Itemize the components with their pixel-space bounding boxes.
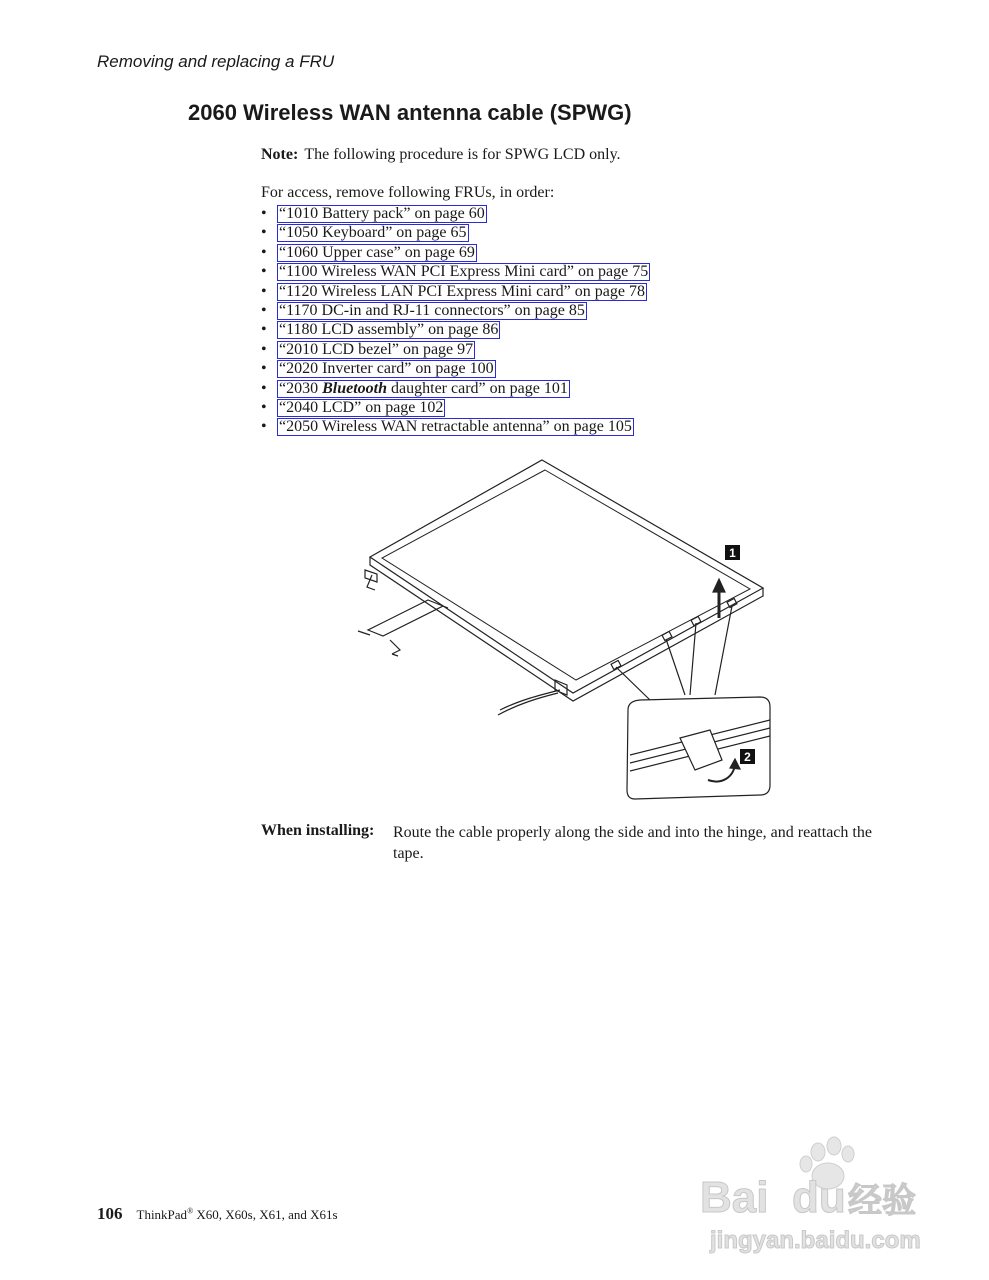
install-text: Route the cable properly along the side and into the hinge, and reattach the tape. — [393, 824, 872, 862]
lcd-panel-edge — [370, 557, 763, 701]
pointer-lines — [616, 606, 732, 700]
baidu-watermark — [700, 1130, 940, 1260]
lcd-screen — [382, 470, 750, 680]
detail-tape — [680, 730, 722, 770]
bullet: • — [261, 282, 267, 300]
list-item — [261, 282, 650, 301]
callout-2: 2 — [744, 750, 751, 764]
antenna-cable — [500, 690, 560, 710]
footer-models: X60, X60s, X61, and X61s — [193, 1207, 338, 1222]
bullet: • — [261, 379, 267, 397]
bullet: • — [261, 224, 267, 242]
registered-mark: ® — [187, 1206, 194, 1216]
bullet: • — [261, 321, 267, 339]
fru-link[interactable]: “1120 Wireless LAN PCI Express Mini card” on page 78 — [279, 282, 645, 300]
watermark-brand-left: Bai — [700, 1173, 769, 1222]
flex-cable — [368, 600, 448, 654]
watermark-brand-right: du — [792, 1173, 846, 1222]
bullet: • — [261, 398, 267, 416]
list-item — [261, 204, 650, 223]
section-title: 2060 Wireless WAN antenna cable (SPWG) — [188, 100, 632, 125]
bullet: • — [261, 263, 267, 281]
list-item — [261, 359, 650, 378]
install-label: When installing: — [261, 822, 375, 839]
fru-link-pre: “2030 — [279, 379, 323, 397]
bullet: • — [261, 301, 267, 319]
callout-2-badge — [740, 749, 755, 764]
note — [261, 146, 621, 164]
fru-link-post: daughter card” on page 101 — [387, 379, 568, 397]
watermark-url: jingyan.baidu.com — [710, 1227, 921, 1254]
tape — [611, 660, 621, 669]
bullet: • — [261, 418, 267, 436]
note-label: Note: — [261, 146, 299, 163]
fru-link[interactable]: “1060 Upper case” on page 69 — [279, 243, 475, 261]
list-item — [261, 398, 650, 417]
bullet: • — [261, 243, 267, 261]
left-hinge — [365, 570, 377, 590]
fru-link[interactable]: “1180 LCD assembly” on page 86 — [279, 321, 499, 339]
fru-link-em: Bluetooth — [322, 379, 388, 397]
watermark-brand-cn: 经验 — [848, 1181, 916, 1221]
lcd-panel-frame — [370, 460, 763, 693]
bullet: • — [261, 360, 267, 378]
fru-link[interactable]: “2040 LCD” on page 102 — [279, 398, 444, 416]
fru-list — [261, 204, 650, 437]
fru-link[interactable]: “2020 Inverter card” on page 100 — [279, 360, 494, 378]
fru-link[interactable]: “2050 Wireless WAN retractable antenna” on page 105 — [279, 418, 632, 436]
list-item — [261, 223, 650, 242]
list-item — [261, 301, 650, 320]
list-item — [261, 417, 650, 436]
bullet: • — [261, 205, 267, 222]
note-text: The following procedure is for SPWG LCD only. — [304, 146, 621, 163]
list-item — [261, 320, 650, 339]
callout-1: 1 — [729, 546, 736, 560]
footer-product: ThinkPad — [136, 1207, 188, 1222]
callout-1-badge — [725, 545, 740, 560]
list-item — [261, 379, 650, 398]
fru-link[interactable]: “1170 DC-in and RJ-11 connectors” on page 85 — [279, 301, 585, 319]
bullet: • — [261, 340, 267, 358]
running-header: Removing and replacing a FRU — [97, 52, 335, 71]
page-footer — [97, 1204, 338, 1224]
access-intro: For access, remove following FRUs, in order: — [261, 184, 555, 201]
list-item — [261, 340, 650, 359]
lcd-antenna-figure — [350, 455, 780, 805]
list-item — [261, 262, 650, 281]
fru-link[interactable] — [277, 380, 570, 398]
fru-link[interactable]: “2010 LCD bezel” on page 97 — [279, 340, 474, 358]
fru-link[interactable]: “1010 Battery pack” on page 60 — [279, 205, 485, 222]
page-number: 106 — [97, 1204, 123, 1223]
list-item — [261, 243, 650, 262]
fru-link[interactable]: “1100 Wireless WAN PCI Express Mini card” on page 75 — [279, 263, 649, 281]
fru-link[interactable]: “1050 Keyboard” on page 65 — [279, 224, 467, 242]
